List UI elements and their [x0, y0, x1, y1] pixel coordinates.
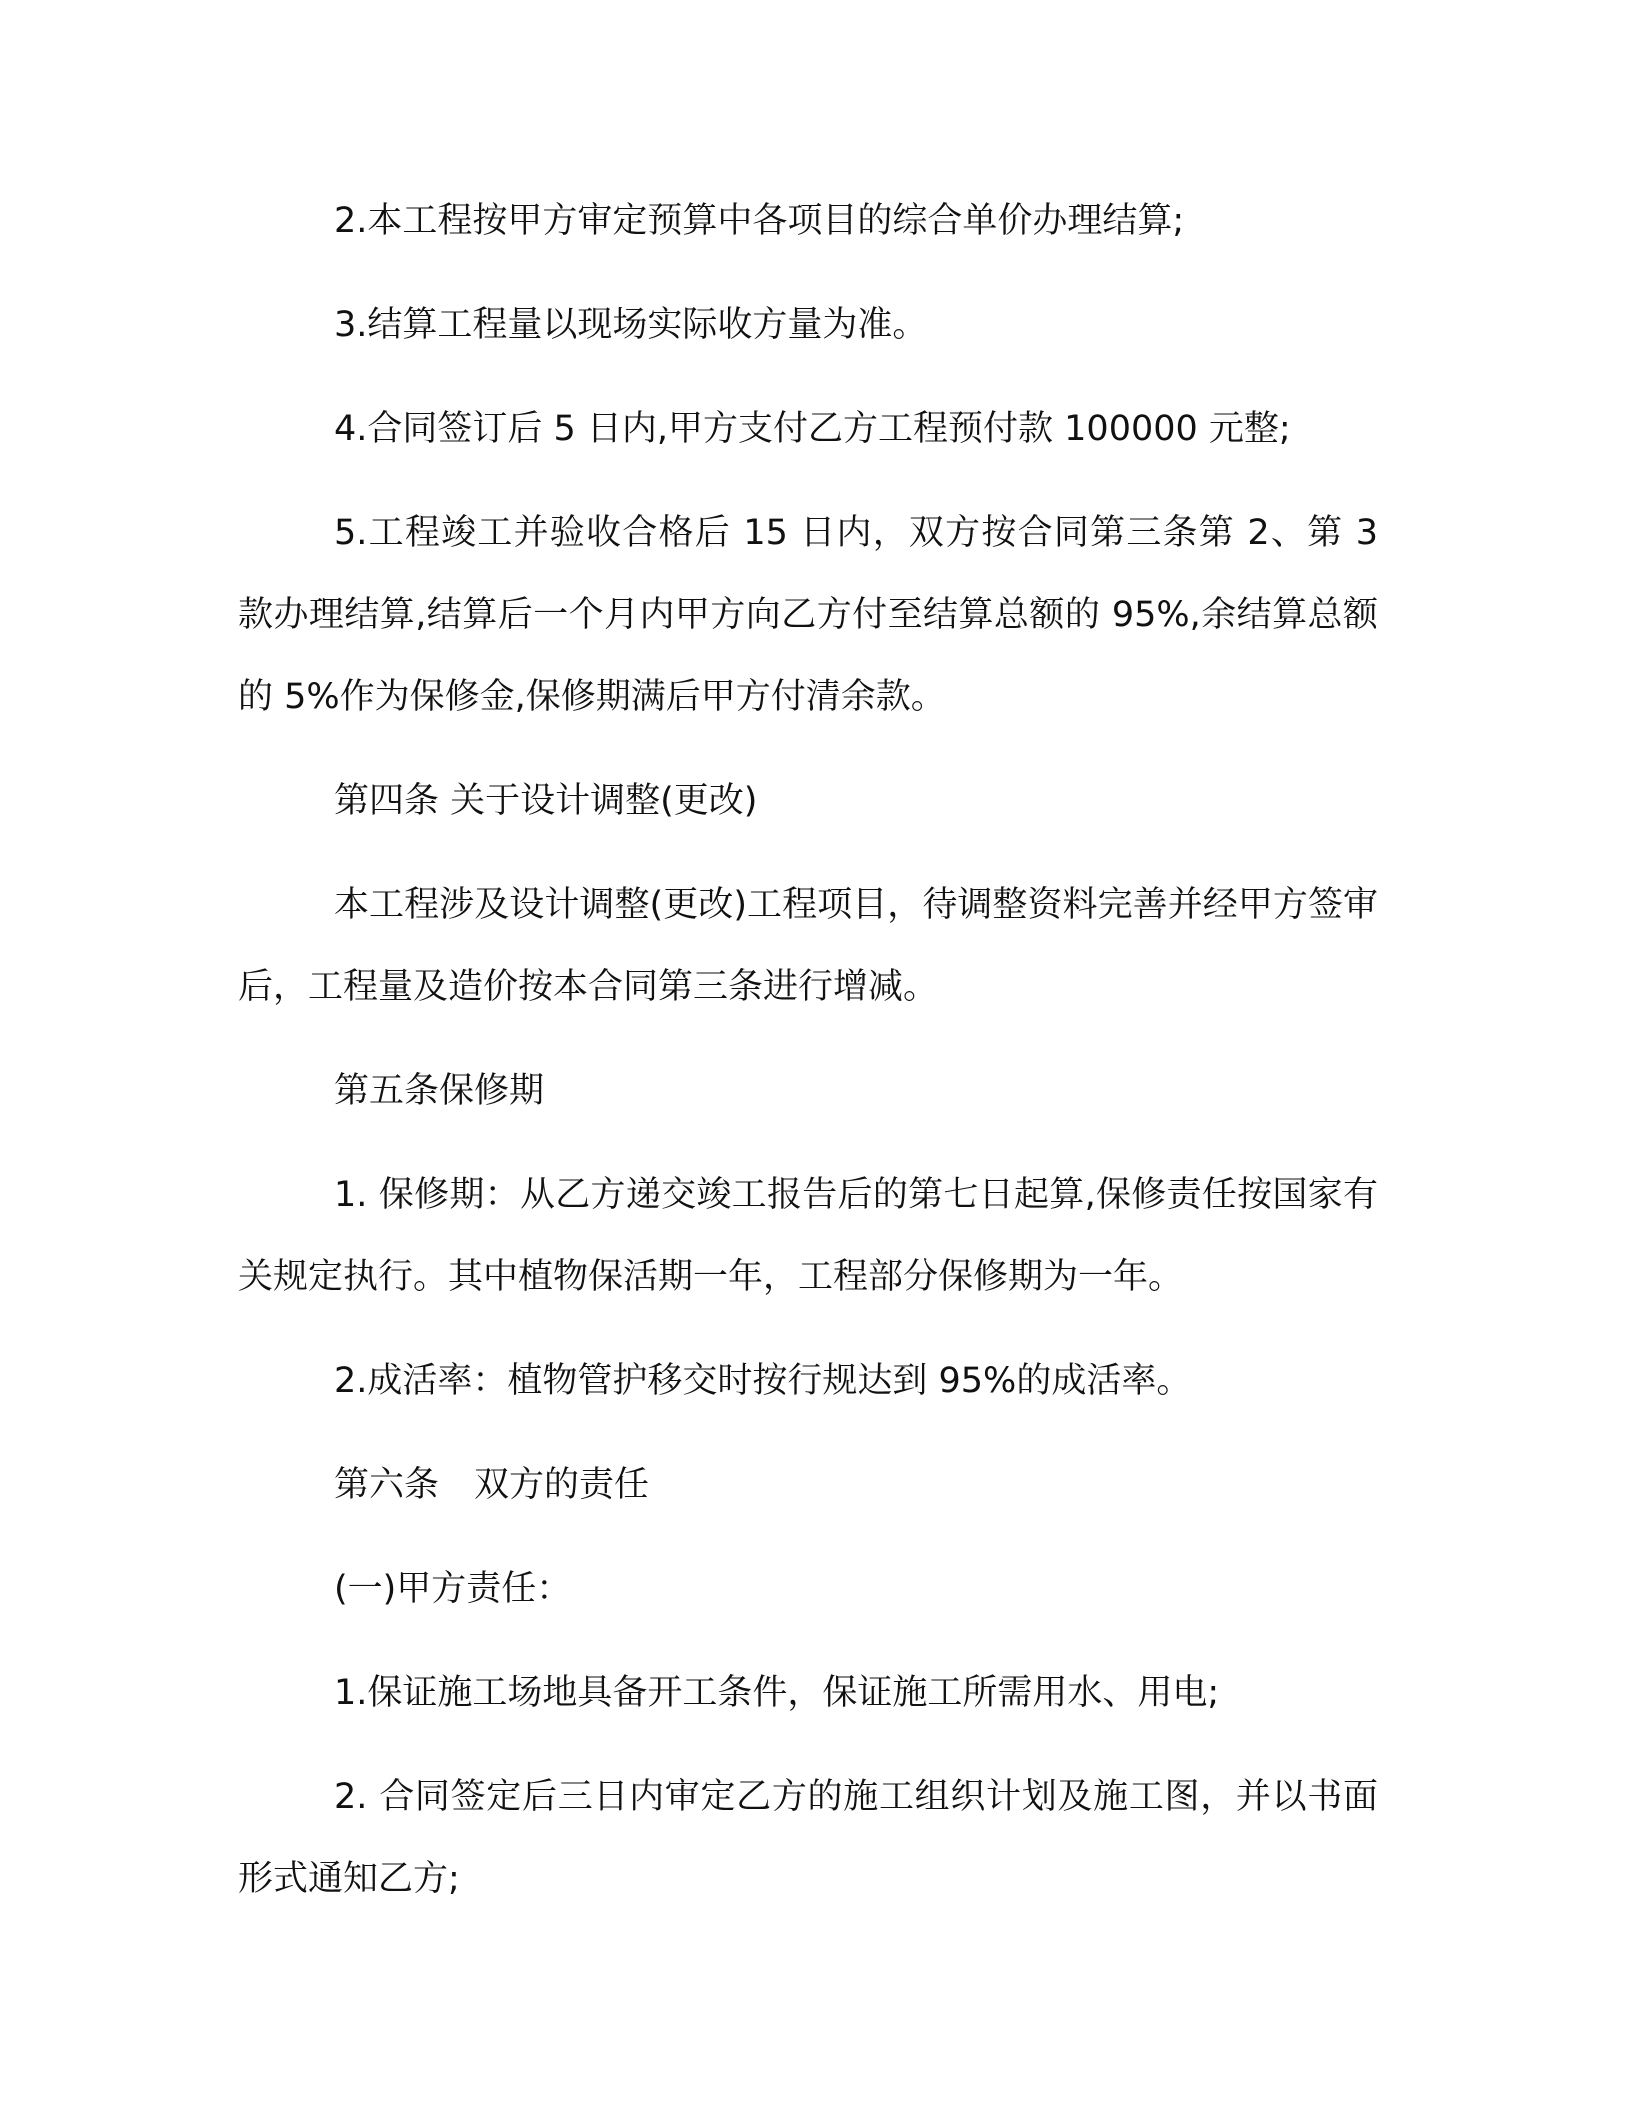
paragraph-site-conditions: 1.保证施工场地具备开工条件，保证施工所需用水、用电; [334, 1673, 1220, 1713]
paragraph-settlement-unit-price: 2.本工程按甲方审定预算中各项目的综合单价办理结算; [334, 201, 1185, 241]
paragraph-plan-approval: 2. 合同签定后三日内审定乙方的施工组织计划及施工图，并以书面形式通知乙方; [238, 1777, 1378, 1899]
paragraph-final-settlement: 5.工程竣工并验收合格后 15 日内，双方按合同第三条第 2、第 3 款办理结算,结算后一个月内甲方向乙方付至结算总额的 95%,余结算总额的 5%作为保修金,保修期满后甲方付清余款。 [238, 513, 1378, 717]
paragraph-survival-rate: 2.成活率：植物管护移交时按行规达到 95%的成活率。 [334, 1361, 1192, 1401]
document-body [238, 180, 1378, 1920]
paragraph-settlement-quantity: 3.结算工程量以现场实际收方量为准。 [334, 305, 928, 345]
paragraph-advance-payment: 4.合同签订后 5 日内,甲方支付乙方工程预付款 100000 元整; [334, 409, 1291, 449]
paragraph-design-change: 本工程涉及设计调整(更改)工程项目，待调整资料完善并经甲方签审后，工程量及造价按本合同第三条进行增减。 [238, 885, 1378, 1007]
paragraph-warranty-period: 1. 保修期：从乙方递交竣工报告后的第七日起算,保修责任按国家有关规定执行。其中植物保活期一年，工程部分保修期为一年。 [238, 1175, 1378, 1297]
article-5-heading: 第五条保修期 [334, 1071, 545, 1111]
party-a-responsibility-heading: (一)甲方责任： [334, 1569, 572, 1609]
article-6-heading: 第六条 双方的责任 [334, 1465, 650, 1505]
article-4-heading: 第四条 关于设计调整(更改) [334, 781, 758, 821]
